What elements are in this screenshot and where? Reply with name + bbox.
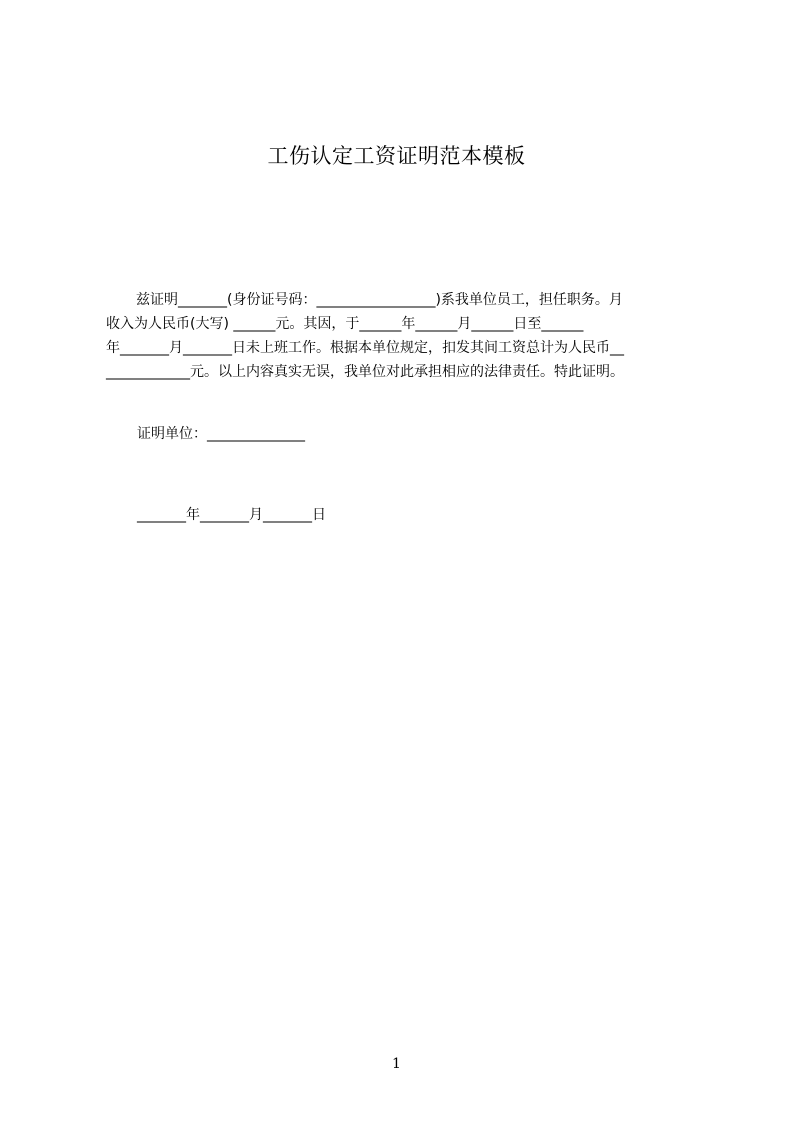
document-title: 工伤认定工资证明范本模板 xyxy=(267,144,526,168)
certificate-body xyxy=(106,288,698,384)
body-line: 年_______月_______日未上班工作。根据本单位规定，扣发其间工资总计为人民币__ xyxy=(106,340,624,356)
body-line: 兹证明_______(身份证号码：_________________)系我单位员工，担任职务。月 xyxy=(136,292,623,308)
body-line: ____________元。以上内容真实无误，我单位对此承担相应的法律责任。特此证明。 xyxy=(106,364,624,380)
date-line: _______年_______月_______日 xyxy=(137,507,326,523)
body-line: 收入为人民币(大写) ______元。其因，于______年______月______日至______ xyxy=(106,316,584,332)
certifying-unit-line: 证明单位：______________ xyxy=(137,426,305,442)
page-number: 1 xyxy=(392,1056,401,1072)
